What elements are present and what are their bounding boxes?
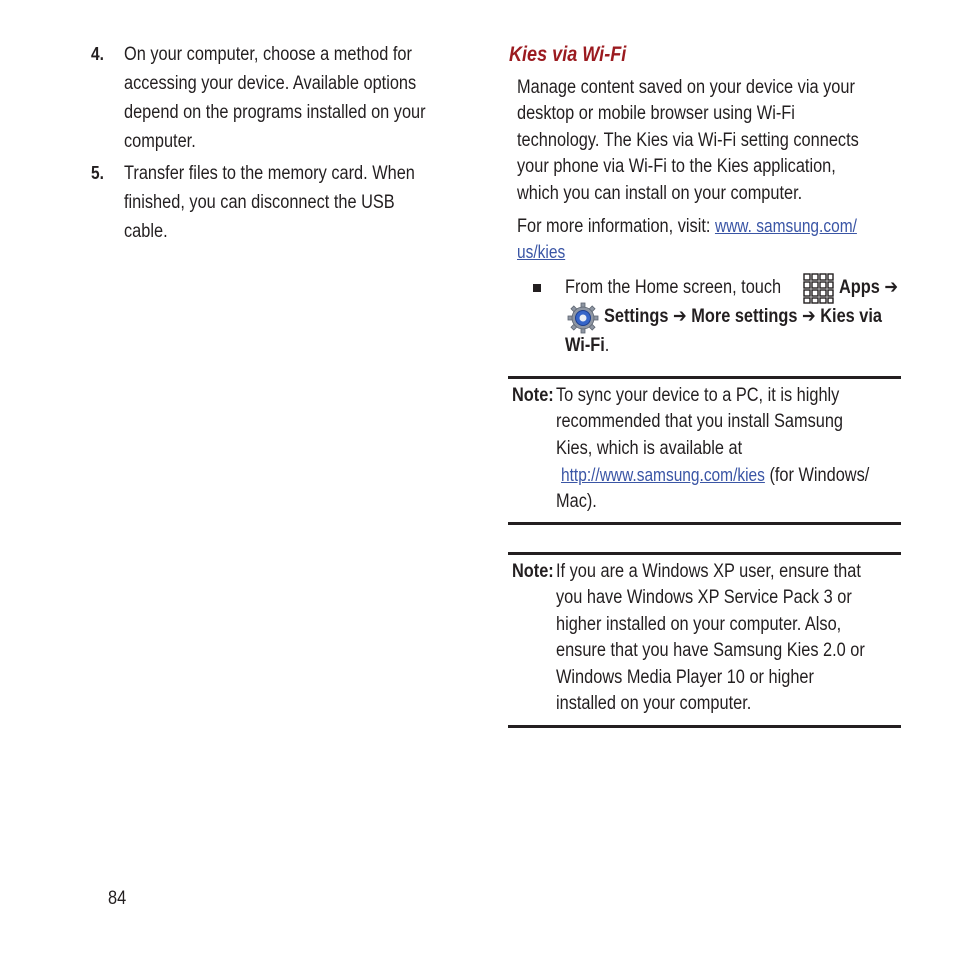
bullet-line-2	[604, 302, 882, 331]
note-rule-bottom	[508, 725, 901, 728]
note-rule-top	[508, 376, 901, 379]
note-line: Kies, which is available at	[556, 438, 743, 459]
wifi-label: Wi-Fi	[565, 335, 605, 356]
settings-gear-icon	[567, 302, 599, 334]
kies-via-label: Kies via	[820, 306, 883, 327]
apps-label-line	[839, 273, 898, 302]
note-rule-bottom	[508, 522, 901, 525]
step-text-line: Transfer files to the memory card. When	[124, 163, 415, 184]
note-label: Note:	[512, 561, 554, 582]
step-text-line: On your computer, choose a method for	[124, 44, 412, 65]
intro-line: your phone via Wi-Fi to the Kies application,	[517, 156, 836, 177]
more-info-line	[517, 213, 857, 241]
settings-label: Settings	[604, 306, 669, 327]
intro-line: Manage content saved on your device via your	[517, 77, 855, 98]
samsung-kies-link[interactable]: www. samsung.com/	[714, 216, 857, 236]
note-link-line	[561, 462, 869, 490]
note-line: To sync your device to a PC, it is highly	[556, 385, 840, 406]
samsung-kies-link-continued[interactable]: us/kies	[517, 242, 566, 262]
step-text-line: accessing your device. Available options	[124, 73, 417, 94]
note-rule-top	[508, 552, 901, 555]
apps-label: Apps	[839, 277, 880, 298]
more-info-prefix: For more information, visit:	[517, 216, 715, 237]
step-number: 4.	[91, 44, 104, 64]
step-text-line: cable.	[124, 221, 168, 242]
note-label: Note:	[512, 385, 554, 406]
bullet-period: .	[604, 335, 610, 356]
note-line: Windows Media Player 10 or higher	[556, 667, 814, 688]
page-number: 84	[108, 888, 127, 909]
intro-line: which you can install on your computer.	[517, 183, 803, 204]
arrow-icon: ➔	[884, 277, 899, 298]
bullet-line-1	[565, 273, 781, 302]
note-line: higher installed on your computer. Also,	[556, 614, 842, 635]
intro-line: desktop or mobile browser using Wi-Fi	[517, 103, 795, 124]
intro-line: technology. The Kies via Wi-Fi setting connects	[517, 130, 859, 151]
note-line: If you are a Windows XP user, ensure that	[556, 561, 861, 582]
arrow-icon: ➔	[673, 306, 687, 327]
note-line: installed on your computer.	[556, 693, 752, 714]
step-text-line: depend on the programs installed on your	[124, 102, 426, 123]
samsung-kies-download-link[interactable]: http://www.samsung.com/kies	[561, 465, 765, 485]
section-heading: Kies via Wi-Fi	[509, 43, 627, 66]
note-line: you have Windows XP Service Pack 3 or	[556, 587, 852, 608]
more-settings-label: More settings	[691, 306, 798, 327]
more-info-link-line2	[517, 239, 565, 267]
bullet-prefix: From the Home screen, touch	[565, 277, 782, 298]
note-line: ensure that you have Samsung Kies 2.0 or	[556, 640, 865, 661]
step-text-line: finished, you can disconnect the USB	[124, 192, 395, 213]
note-link-suffix: (for Windows/	[764, 465, 870, 486]
arrow-icon: ➔	[802, 306, 816, 327]
step-number: 5.	[91, 163, 104, 183]
note-line: recommended that you install Samsung	[556, 411, 844, 432]
apps-grid-icon	[802, 272, 834, 304]
step-text-line: computer.	[124, 131, 196, 152]
note-line: Mac).	[556, 491, 597, 512]
bullet-line-3	[565, 331, 609, 360]
bullet-square-icon	[533, 284, 541, 292]
